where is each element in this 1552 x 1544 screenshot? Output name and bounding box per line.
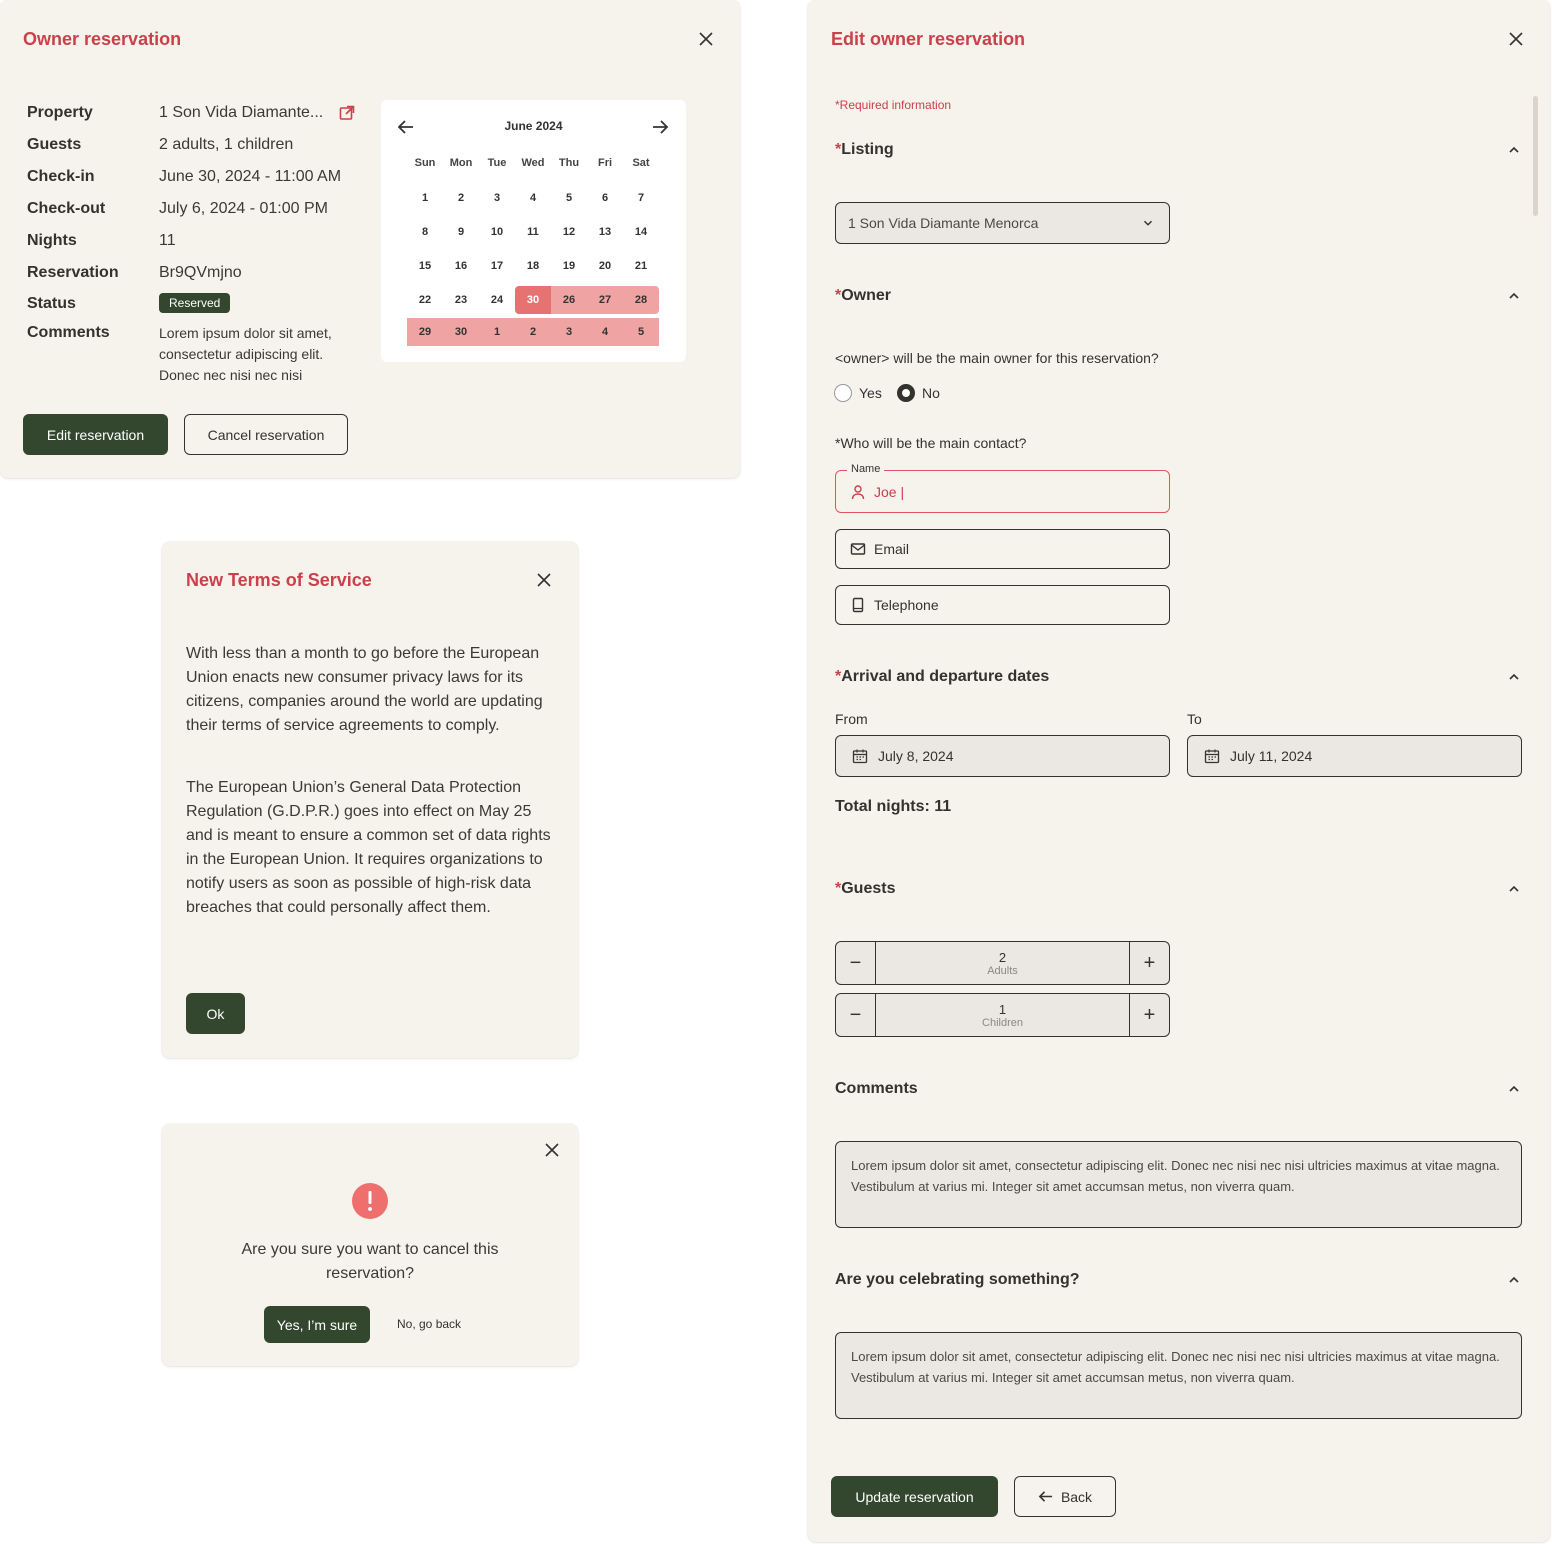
user-icon xyxy=(850,484,866,500)
listing-select[interactable] xyxy=(835,202,1170,244)
calendar-day[interactable]: 4 xyxy=(529,192,537,204)
calendar-day[interactable]: 19 xyxy=(562,260,576,272)
chevron-up-icon[interactable] xyxy=(1506,142,1522,158)
calendar-day[interactable]: 5 xyxy=(565,192,573,204)
chevron-up-icon[interactable] xyxy=(1506,669,1522,685)
property-label: Property xyxy=(27,104,93,121)
calendar-dow-mon: Mon xyxy=(449,157,473,169)
calendar-month: June 2024 xyxy=(504,119,563,133)
edit-form-title: Edit owner reservation xyxy=(831,29,1026,49)
calendar-day[interactable]: 8 xyxy=(421,226,429,238)
calendar-day[interactable]: 7 xyxy=(637,192,645,204)
email-input[interactable] xyxy=(835,529,1170,569)
close-icon[interactable] xyxy=(543,1141,561,1159)
listing-select-value: 1 Son Vida Diamante Menorca xyxy=(848,215,1039,231)
calendar-day[interactable]: 13 xyxy=(598,226,612,238)
plus-icon[interactable]: + xyxy=(1143,1003,1156,1026)
reservation-label: Reservation xyxy=(27,264,119,281)
telephone-placeholder: Telephone xyxy=(874,597,939,613)
calendar-day[interactable]: 17 xyxy=(490,260,504,272)
calendar-icon xyxy=(1204,748,1220,764)
listing-section-title: *Listing xyxy=(835,141,894,158)
cancel-confirm-message: Are you sure you want to cancel this reservation? xyxy=(241,1241,499,1282)
calendar-dow-tue: Tue xyxy=(487,157,507,169)
to-date-input[interactable] xyxy=(1187,735,1522,777)
dates-section-title: *Arrival and departure dates xyxy=(835,668,1050,685)
calendar-dow-thu: Thu xyxy=(558,157,580,169)
arrow-left-icon xyxy=(1038,1489,1053,1504)
from-date-input[interactable] xyxy=(835,735,1170,777)
adults-count-display xyxy=(875,942,1130,984)
to-label: To xyxy=(1187,711,1202,727)
adults-count: 2 xyxy=(998,949,1007,965)
children-stepper xyxy=(835,993,1170,1037)
telephone-input[interactable] xyxy=(835,585,1170,625)
calendar-day[interactable]: 22 xyxy=(418,294,432,306)
close-icon[interactable] xyxy=(697,30,715,48)
check-in-value: June 30, 2024 - 11:00 AM xyxy=(159,168,342,185)
check-out-label: Check-out xyxy=(27,200,106,217)
nights-value: 11 xyxy=(159,232,176,249)
owner-section-title: *Owner xyxy=(835,287,892,304)
no-radio-label: No xyxy=(922,385,940,401)
alert-icon xyxy=(352,1183,388,1219)
name-input-label: Name xyxy=(847,463,884,475)
go-back-link[interactable]: No, go back xyxy=(397,1317,462,1331)
calendar-icon xyxy=(852,748,868,764)
calendar-day[interactable]: 11 xyxy=(527,226,539,238)
plus-icon[interactable]: + xyxy=(1143,951,1156,974)
close-icon[interactable] xyxy=(1507,30,1525,48)
calendar-day[interactable]: 20 xyxy=(598,260,612,272)
yes-radio[interactable] xyxy=(834,384,852,402)
terms-modal-title: New Terms of Service xyxy=(186,570,372,590)
from-label: From xyxy=(835,711,868,727)
update-reservation-button[interactable]: Update reservation xyxy=(831,1476,998,1517)
comments-textarea[interactable]: Lorem ipsum dolor sit amet, consectetur adipiscing elit. Donec nec nisi nec nisi ultricies maximus at vitae magna. Vestibulum at varius mi. Integer sit amet accumsan metus, non viverra quam. xyxy=(835,1141,1522,1228)
calendar-day[interactable]: 24 xyxy=(490,294,504,306)
property-value: 1 Son Vida Diamante... xyxy=(159,104,324,121)
yes-radio-label: Yes xyxy=(859,385,882,401)
calendar-day[interactable]: 15 xyxy=(418,260,432,272)
check-out-value: July 6, 2024 - 01:00 PM xyxy=(159,200,328,217)
comments-value: Lorem ipsum dolor sit amet, consectetur adipiscing elit. Donec nec nisi nec nisi xyxy=(159,325,332,383)
confirm-cancel-button[interactable]: Yes, I’m sure xyxy=(264,1306,370,1343)
minus-icon[interactable]: − xyxy=(849,951,862,974)
children-label: Children xyxy=(982,1016,1023,1029)
celebrating-section-title: Are you celebrating something? xyxy=(835,1271,1080,1288)
check-in-label: Check-in xyxy=(27,168,95,185)
calendar-day[interactable]: 29 xyxy=(407,318,443,346)
chevron-down-icon xyxy=(1141,216,1155,230)
calendar-dow-sat: Sat xyxy=(632,157,650,169)
chevron-up-icon[interactable] xyxy=(1506,1081,1522,1097)
comments-section-title: Comments xyxy=(835,1080,918,1097)
cancel-confirm-modal xyxy=(162,1124,578,1366)
close-icon[interactable] xyxy=(535,571,553,589)
required-info-note: *Required information xyxy=(835,98,952,112)
edit-reservation-button[interactable]: Edit reservation xyxy=(23,414,168,455)
phone-icon xyxy=(850,597,866,613)
chevron-up-icon[interactable] xyxy=(1506,1272,1522,1288)
owner-question: <owner> will be the main owner for this reservation? xyxy=(835,350,1159,366)
calendar-day[interactable]: 27 xyxy=(587,286,623,314)
adults-label: Adults xyxy=(987,964,1018,977)
calendar-day[interactable]: 28 xyxy=(623,286,659,314)
children-count: 1 xyxy=(998,1001,1007,1017)
chevron-up-icon[interactable] xyxy=(1506,288,1522,304)
calendar-day[interactable]: 30 xyxy=(515,286,551,314)
reservation-calendar xyxy=(381,100,686,362)
calendar-day[interactable]: 14 xyxy=(634,226,648,238)
cancel-reservation-button[interactable]: Cancel reservation xyxy=(184,414,348,455)
calendar-day[interactable]: 10 xyxy=(490,226,504,238)
guests-section-title: *Guests xyxy=(835,880,896,897)
calendar-dow-fri: Fri xyxy=(597,157,613,169)
owner-reservation-panel xyxy=(0,0,740,478)
email-placeholder: Email xyxy=(874,541,910,557)
children-count-display xyxy=(875,994,1130,1036)
main-contact-question: *Who will be the main contact? xyxy=(835,435,1027,451)
calendar-dow-wed: Wed xyxy=(521,157,545,169)
nights-label: Nights xyxy=(27,232,77,249)
adults-stepper xyxy=(835,941,1170,985)
guests-label: Guests xyxy=(27,136,82,153)
ok-button[interactable]: Ok xyxy=(186,993,245,1034)
calendar-day[interactable]: 2 xyxy=(457,192,465,204)
calendar-day[interactable]: 26 xyxy=(551,286,587,314)
calendar-day[interactable]: 1 xyxy=(479,318,515,346)
name-input-value: Joe | xyxy=(874,483,905,500)
calendar-day[interactable]: 5 xyxy=(623,318,659,346)
next-month-arrow-icon[interactable] xyxy=(651,118,669,136)
total-nights: Total nights: 11 xyxy=(835,798,952,815)
calendar-day[interactable]: 12 xyxy=(562,226,576,238)
from-date-value: July 8, 2024 xyxy=(878,748,954,764)
back-button[interactable] xyxy=(1014,1476,1116,1517)
to-date-value: July 11, 2024 xyxy=(1230,748,1313,764)
reservation-value: Br9QVmjno xyxy=(159,264,242,281)
calendar-day[interactable]: 18 xyxy=(526,260,540,272)
calendar-day[interactable]: 21 xyxy=(634,260,648,272)
terms-paragraph-1: With less than a month to go before the European Union enacts new consumer privacy laws for its citizens, companies around the world are updating their terms of service agreements to comply. xyxy=(186,645,543,734)
calendar-day[interactable]: 2 xyxy=(515,318,551,346)
calendar-day[interactable]: 23 xyxy=(454,294,468,306)
guests-value: 2 adults, 1 children xyxy=(159,136,294,153)
status-label: Status xyxy=(27,295,76,312)
comments-label: Comments xyxy=(27,324,110,341)
no-radio[interactable] xyxy=(897,384,915,402)
calendar-day[interactable]: 9 xyxy=(457,226,465,238)
chevron-up-icon[interactable] xyxy=(1506,881,1522,897)
calendar-day[interactable]: 3 xyxy=(493,192,501,204)
calendar-dow-sun: Sun xyxy=(414,157,436,169)
calendar-day[interactable]: 4 xyxy=(587,318,623,346)
celebrating-textarea[interactable]: Lorem ipsum dolor sit amet, consectetur adipiscing elit. Donec nec nisi nec nisi ultricies maximus at vitae magna. Vestibulum at varius mi. Integer sit amet accumsan metus, non viverra quam. xyxy=(835,1332,1522,1419)
owner-reservation-title: Owner reservation xyxy=(23,29,182,49)
scrollbar[interactable] xyxy=(1533,96,1538,216)
calendar-day[interactable]: 6 xyxy=(601,192,609,204)
calendar-day[interactable]: 3 xyxy=(551,318,587,346)
calendar-day[interactable]: 16 xyxy=(454,260,468,272)
calendar-day[interactable]: 30 xyxy=(443,318,479,346)
mail-icon xyxy=(850,541,866,557)
status-badge: Reserved xyxy=(159,293,230,313)
terms-paragraph-2: The European Union’s General Data Protection Regulation (G.D.P.R.) goes into effect on May 25 and is meant to ensure a common set of data rights in the European Union. It requires organizations to notify users as soon as possible of high-risk data breaches that could personally affect them. xyxy=(186,779,551,916)
name-input[interactable] xyxy=(835,470,1170,513)
calendar-day[interactable]: 1 xyxy=(421,192,429,204)
external-link-icon[interactable] xyxy=(339,105,355,121)
back-button-label: Back xyxy=(1060,1488,1093,1505)
minus-icon[interactable]: − xyxy=(849,1003,862,1026)
